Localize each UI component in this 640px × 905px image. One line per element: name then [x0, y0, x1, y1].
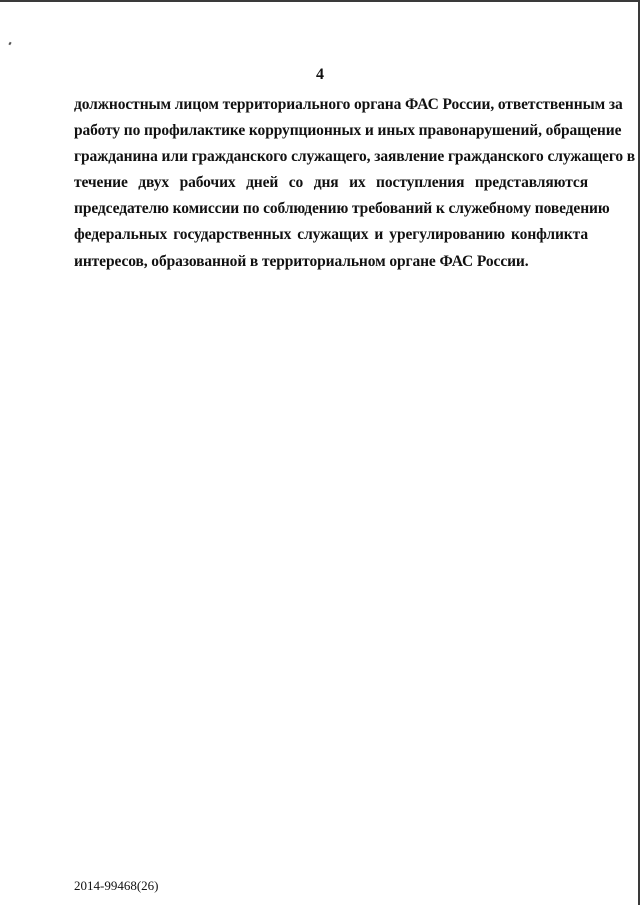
- paragraph-line: интересов, образованной в территориальном органе ФАС России.: [74, 252, 529, 270]
- scan-speck: [8, 42, 11, 46]
- scan-edge-top: [0, 0, 640, 2]
- paragraph-line: течение двух рабочих дней со дня их поступления представляются: [74, 174, 588, 192]
- document-id: 2014-99468(26): [74, 878, 159, 893]
- page-number: 4: [316, 66, 324, 83]
- paragraph-line: работу по профилактике коррупционных и иных правонарушений, обращение: [74, 122, 622, 140]
- paragraph-line: председателю комиссии по соблюдению требований к служебному поведению: [74, 200, 610, 218]
- paragraph-line: гражданина или гражданского служащего, заявление гражданского служащего в: [74, 148, 636, 166]
- body-paragraph: [74, 92, 636, 275]
- paragraph-line: должностным лицом территориального органа ФАС России, ответственным за: [74, 96, 623, 113]
- paragraph-line: федеральных государственных служащих и урегулированию конфликта: [74, 226, 588, 244]
